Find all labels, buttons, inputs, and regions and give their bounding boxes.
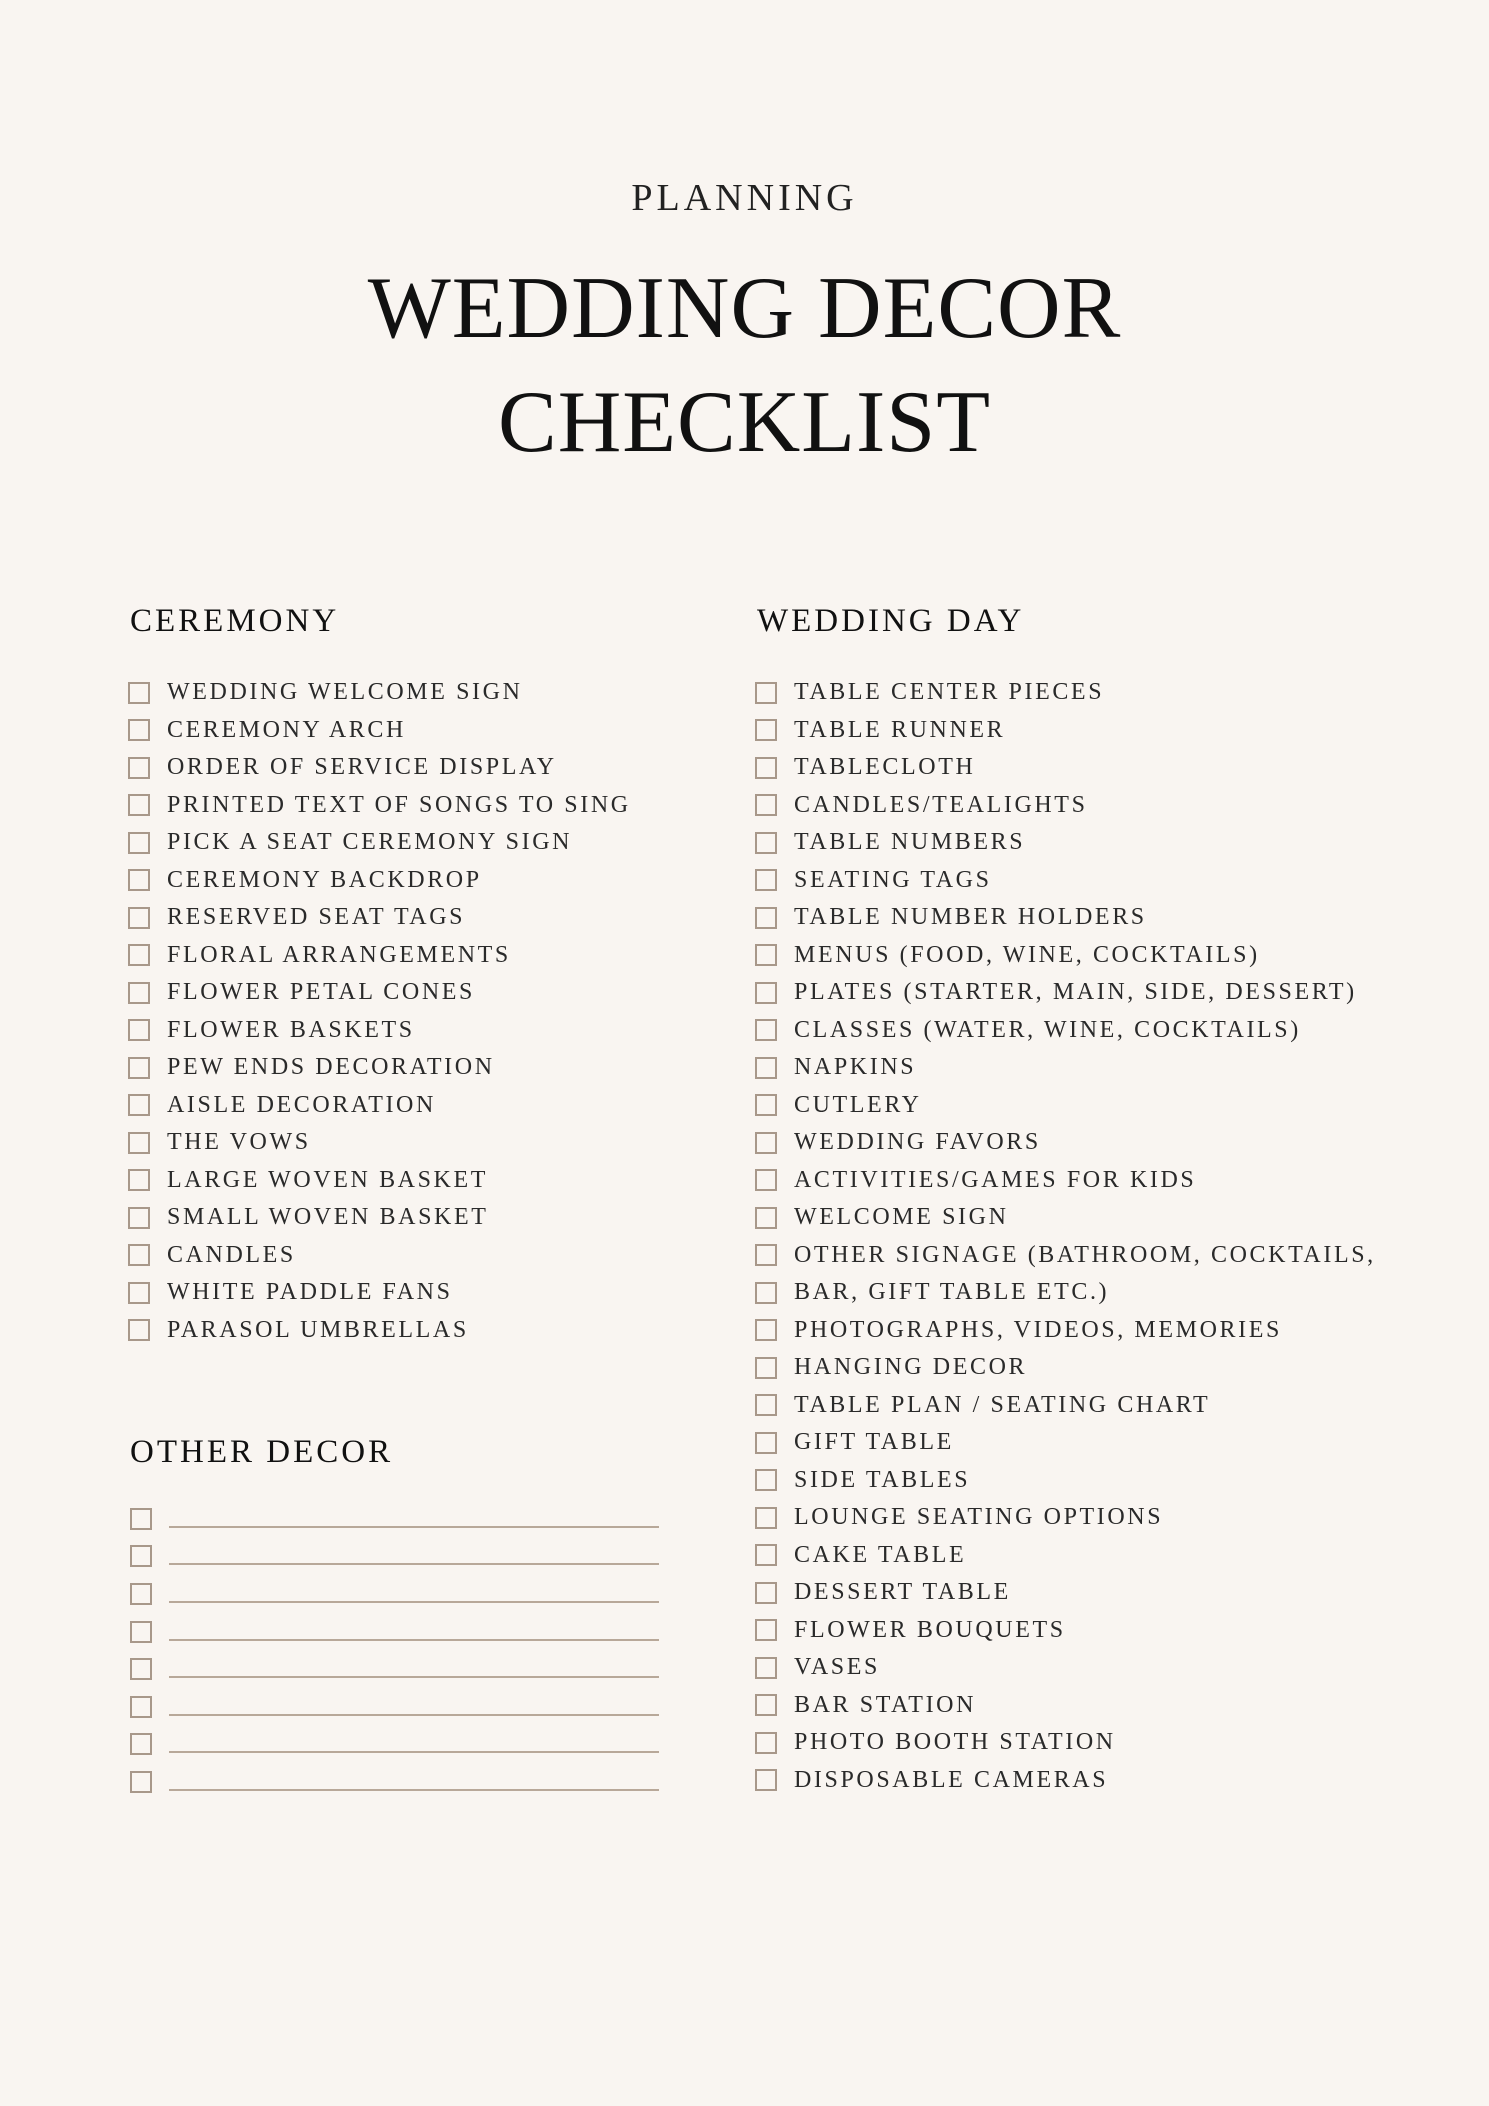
checklist-item-label: HANGING DECOR: [794, 1354, 1028, 1381]
checkbox[interactable]: [130, 1508, 152, 1530]
checklist-item: [128, 1087, 631, 1125]
checklist-item: [755, 1574, 1376, 1612]
checklist-item-label: MENUS (FOOD, WINE, COCKTAILS): [794, 941, 1260, 968]
write-in-line[interactable]: [169, 1789, 659, 1791]
checklist-item-label: RESERVED SEAT TAGS: [167, 904, 466, 931]
checklist-item: [128, 787, 631, 825]
checklist-item: [128, 1162, 631, 1200]
blank-checklist-item: [130, 1688, 659, 1726]
checklist-item-label: WEDDING WELCOME SIGN: [167, 679, 523, 706]
checkbox[interactable]: [128, 1019, 150, 1041]
write-in-line[interactable]: [169, 1639, 659, 1641]
checkbox[interactable]: [755, 1544, 777, 1566]
checklist-item: [128, 712, 631, 750]
blank-checklist-item: [130, 1763, 659, 1801]
checklist-item: [755, 1124, 1376, 1162]
checklist-item: [755, 1462, 1376, 1500]
checklist-item-label: FLOWER PETAL CONES: [167, 979, 475, 1006]
checklist-item: [755, 899, 1376, 937]
checkbox[interactable]: [128, 1169, 150, 1191]
checkbox[interactable]: [130, 1696, 152, 1718]
wedding-day-heading: WEDDING DAY: [757, 603, 1025, 639]
checkbox[interactable]: [128, 757, 150, 779]
checkbox[interactable]: [755, 682, 777, 704]
checkbox[interactable]: [755, 1319, 777, 1341]
checklist-item: [128, 1274, 631, 1312]
checkbox[interactable]: [128, 682, 150, 704]
checklist-item-label: CUTLERY: [794, 1091, 922, 1118]
checkbox[interactable]: [128, 1244, 150, 1266]
checkbox[interactable]: [755, 1057, 777, 1079]
checklist-item-label: DESSERT TABLE: [794, 1579, 1011, 1606]
checklist-item-label: ACTIVITIES/GAMES FOR KIDS: [794, 1166, 1197, 1193]
checkbox[interactable]: [128, 1057, 150, 1079]
checklist-item-label: TABLE PLAN / SEATING CHART: [794, 1391, 1211, 1418]
write-in-line[interactable]: [169, 1751, 659, 1753]
checklist-item: [128, 1312, 631, 1350]
checkbox[interactable]: [755, 1169, 777, 1191]
write-in-line[interactable]: [169, 1676, 659, 1678]
checklist-item: [755, 824, 1376, 862]
checklist-item: [755, 1649, 1376, 1687]
blank-checklist-item: [130, 1726, 659, 1764]
checkbox[interactable]: [128, 869, 150, 891]
checklist-item: [755, 1199, 1376, 1237]
checklist-item-label: PHOTO BOOTH STATION: [794, 1729, 1116, 1756]
checklist-item: [755, 1274, 1376, 1312]
checkbox[interactable]: [755, 1657, 777, 1679]
checkbox[interactable]: [755, 794, 777, 816]
checkbox[interactable]: [128, 1282, 150, 1304]
checkbox[interactable]: [755, 982, 777, 1004]
checklist-item-label: BAR, GIFT TABLE ETC.): [794, 1279, 1110, 1306]
checklist-item-label: PEW ENDS DECORATION: [167, 1054, 495, 1081]
checkbox[interactable]: [130, 1545, 152, 1567]
checklist-item: [755, 1424, 1376, 1462]
checklist-item-label: BAR STATION: [794, 1691, 977, 1718]
checklist-item-label: WHITE PADDLE FANS: [167, 1279, 453, 1306]
page-title-line-1: WEDDING DECOR: [367, 260, 1122, 357]
checklist-item-label: NAPKINS: [794, 1054, 917, 1081]
checkbox[interactable]: [755, 1394, 777, 1416]
checklist-item-label: AISLE DECORATION: [167, 1091, 436, 1118]
checklist-item: [128, 862, 631, 900]
checklist-item-label: CANDLES: [167, 1241, 296, 1268]
checklist-item-label: CEREMONY BACKDROP: [167, 866, 482, 893]
checklist-item: [755, 1687, 1376, 1725]
checkbox[interactable]: [755, 1432, 777, 1454]
checklist-item-label: PICK A SEAT CEREMONY SIGN: [167, 829, 573, 856]
checkbox[interactable]: [755, 1469, 777, 1491]
checklist-item-label: PARASOL UMBRELLAS: [167, 1316, 469, 1343]
checkbox[interactable]: [755, 1094, 777, 1116]
checklist-item: [128, 674, 631, 712]
checklist-item-label: WELCOME SIGN: [794, 1204, 1009, 1231]
checkbox[interactable]: [130, 1771, 152, 1793]
checklist-item-label: TABLE NUMBER HOLDERS: [794, 904, 1147, 931]
checkbox[interactable]: [755, 1507, 777, 1529]
checklist-item-label: SMALL WOVEN BASKET: [167, 1204, 489, 1231]
other-decor-checklist: [130, 1500, 659, 1801]
checkbox[interactable]: [755, 869, 777, 891]
ceremony-checklist: [128, 674, 631, 1349]
checkbox[interactable]: [755, 1207, 777, 1229]
checkbox[interactable]: [128, 832, 150, 854]
checklist-item-label: CAKE TABLE: [794, 1541, 967, 1568]
checklist-item: [755, 1762, 1376, 1800]
checkbox[interactable]: [128, 1132, 150, 1154]
checklist-item: [128, 1199, 631, 1237]
checkbox[interactable]: [130, 1733, 152, 1755]
checkbox[interactable]: [755, 1282, 777, 1304]
blank-checklist-item: [130, 1650, 659, 1688]
checklist-item: [755, 974, 1376, 1012]
checklist-item-label: WEDDING FAVORS: [794, 1129, 1041, 1156]
checklist-item: [128, 937, 631, 975]
checklist-item: [128, 974, 631, 1012]
checkbox[interactable]: [128, 944, 150, 966]
checkbox[interactable]: [755, 944, 777, 966]
wedding-day-checklist: [755, 674, 1376, 1799]
checklist-item-label: TABLE CENTER PIECES: [794, 679, 1105, 706]
checkbox[interactable]: [755, 832, 777, 854]
checkbox[interactable]: [128, 982, 150, 1004]
checkbox[interactable]: [755, 1132, 777, 1154]
ceremony-heading: CEREMONY: [130, 603, 340, 639]
checklist-item: [128, 749, 631, 787]
checklist-item: [755, 1724, 1376, 1762]
checkbox[interactable]: [128, 1207, 150, 1229]
checklist-item-label: SEATING TAGS: [794, 866, 992, 893]
blank-checklist-item: [130, 1500, 659, 1538]
checklist-item-label: CANDLES/TEALIGHTS: [794, 791, 1088, 818]
checklist-item-label: FLORAL ARRANGEMENTS: [167, 941, 511, 968]
checklist-item-label: LARGE WOVEN BASKET: [167, 1166, 489, 1193]
checklist-item-label: ORDER OF SERVICE DISPLAY: [167, 754, 557, 781]
checklist-item-label: CLASSES (WATER, WINE, COCKTAILS): [794, 1016, 1301, 1043]
checklist-item-label: TABLECLOTH: [794, 754, 976, 781]
checklist-item: [755, 1387, 1376, 1425]
checklist-item: [128, 1049, 631, 1087]
checkbox[interactable]: [128, 794, 150, 816]
checklist-item-label: FLOWER BASKETS: [167, 1016, 415, 1043]
checklist-item-label: PLATES (STARTER, MAIN, SIDE, DESSERT): [794, 979, 1357, 1006]
checklist-item-label: PRINTED TEXT OF SONGS TO SING: [167, 791, 631, 818]
checklist-item: [755, 674, 1376, 712]
page-subtitle: PLANNING: [631, 177, 858, 219]
blank-checklist-item: [130, 1538, 659, 1576]
checklist-item: [128, 824, 631, 862]
checklist-item: [128, 1012, 631, 1050]
checklist-item: [128, 1237, 631, 1275]
checklist-item-label: CEREMONY ARCH: [167, 716, 406, 743]
checklist-item-label: TABLE RUNNER: [794, 716, 1006, 743]
checkbox[interactable]: [755, 719, 777, 741]
checkbox[interactable]: [755, 1582, 777, 1604]
checklist-item: [755, 1087, 1376, 1125]
checklist-item-label: OTHER SIGNAGE (BATHROOM, COCKTAILS,: [794, 1241, 1376, 1268]
checkbox[interactable]: [755, 1019, 777, 1041]
checklist-item: [755, 1312, 1376, 1350]
blank-checklist-item: [130, 1575, 659, 1613]
checkbox[interactable]: [130, 1621, 152, 1643]
checkbox[interactable]: [755, 1357, 777, 1379]
checkbox[interactable]: [755, 1694, 777, 1716]
checklist-item: [755, 937, 1376, 975]
checklist-item: [755, 1237, 1376, 1275]
checklist-item-label: THE VOWS: [167, 1129, 311, 1156]
checklist-item-label: PHOTOGRAPHS, VIDEOS, MEMORIES: [794, 1316, 1282, 1343]
checklist-item-label: SIDE TABLES: [794, 1466, 971, 1493]
checklist-item: [755, 749, 1376, 787]
checklist-item: [755, 1349, 1376, 1387]
page-title-line-2: CHECKLIST: [498, 374, 991, 471]
checklist-item: [755, 862, 1376, 900]
checklist-item: [755, 1537, 1376, 1575]
checkbox[interactable]: [128, 719, 150, 741]
write-in-line[interactable]: [169, 1601, 659, 1603]
checkbox[interactable]: [755, 1244, 777, 1266]
checkbox[interactable]: [130, 1583, 152, 1605]
checkbox[interactable]: [128, 1094, 150, 1116]
page-title: [0, 252, 1489, 480]
checklist-item-label: FLOWER BOUQUETS: [794, 1616, 1066, 1643]
checklist-item: [755, 1012, 1376, 1050]
checklist-item-label: GIFT TABLE: [794, 1429, 954, 1456]
checkbox[interactable]: [755, 757, 777, 779]
checklist-item-label: DISPOSABLE CAMERAS: [794, 1766, 1109, 1793]
checklist-item: [755, 712, 1376, 750]
write-in-line[interactable]: [169, 1526, 659, 1528]
checklist-item-label: LOUNGE SEATING OPTIONS: [794, 1504, 1164, 1531]
checkbox[interactable]: [755, 907, 777, 929]
write-in-line[interactable]: [169, 1714, 659, 1716]
other-decor-heading: OTHER DECOR: [130, 1434, 394, 1470]
checklist-item-label: TABLE NUMBERS: [794, 829, 1026, 856]
checklist-item: [755, 1049, 1376, 1087]
checklist-item: [755, 1499, 1376, 1537]
checklist-item: [128, 899, 631, 937]
checkbox[interactable]: [755, 1769, 777, 1791]
checkbox[interactable]: [128, 907, 150, 929]
checklist-item: [128, 1124, 631, 1162]
checklist-item-label: VASES: [794, 1654, 880, 1681]
checklist-item: [755, 1612, 1376, 1650]
checkbox[interactable]: [755, 1619, 777, 1641]
blank-checklist-item: [130, 1613, 659, 1651]
checkbox[interactable]: [128, 1319, 150, 1341]
checkbox[interactable]: [130, 1658, 152, 1680]
checklist-item: [755, 787, 1376, 825]
write-in-line[interactable]: [169, 1563, 659, 1565]
checklist-item: [755, 1162, 1376, 1200]
checkbox[interactable]: [755, 1732, 777, 1754]
